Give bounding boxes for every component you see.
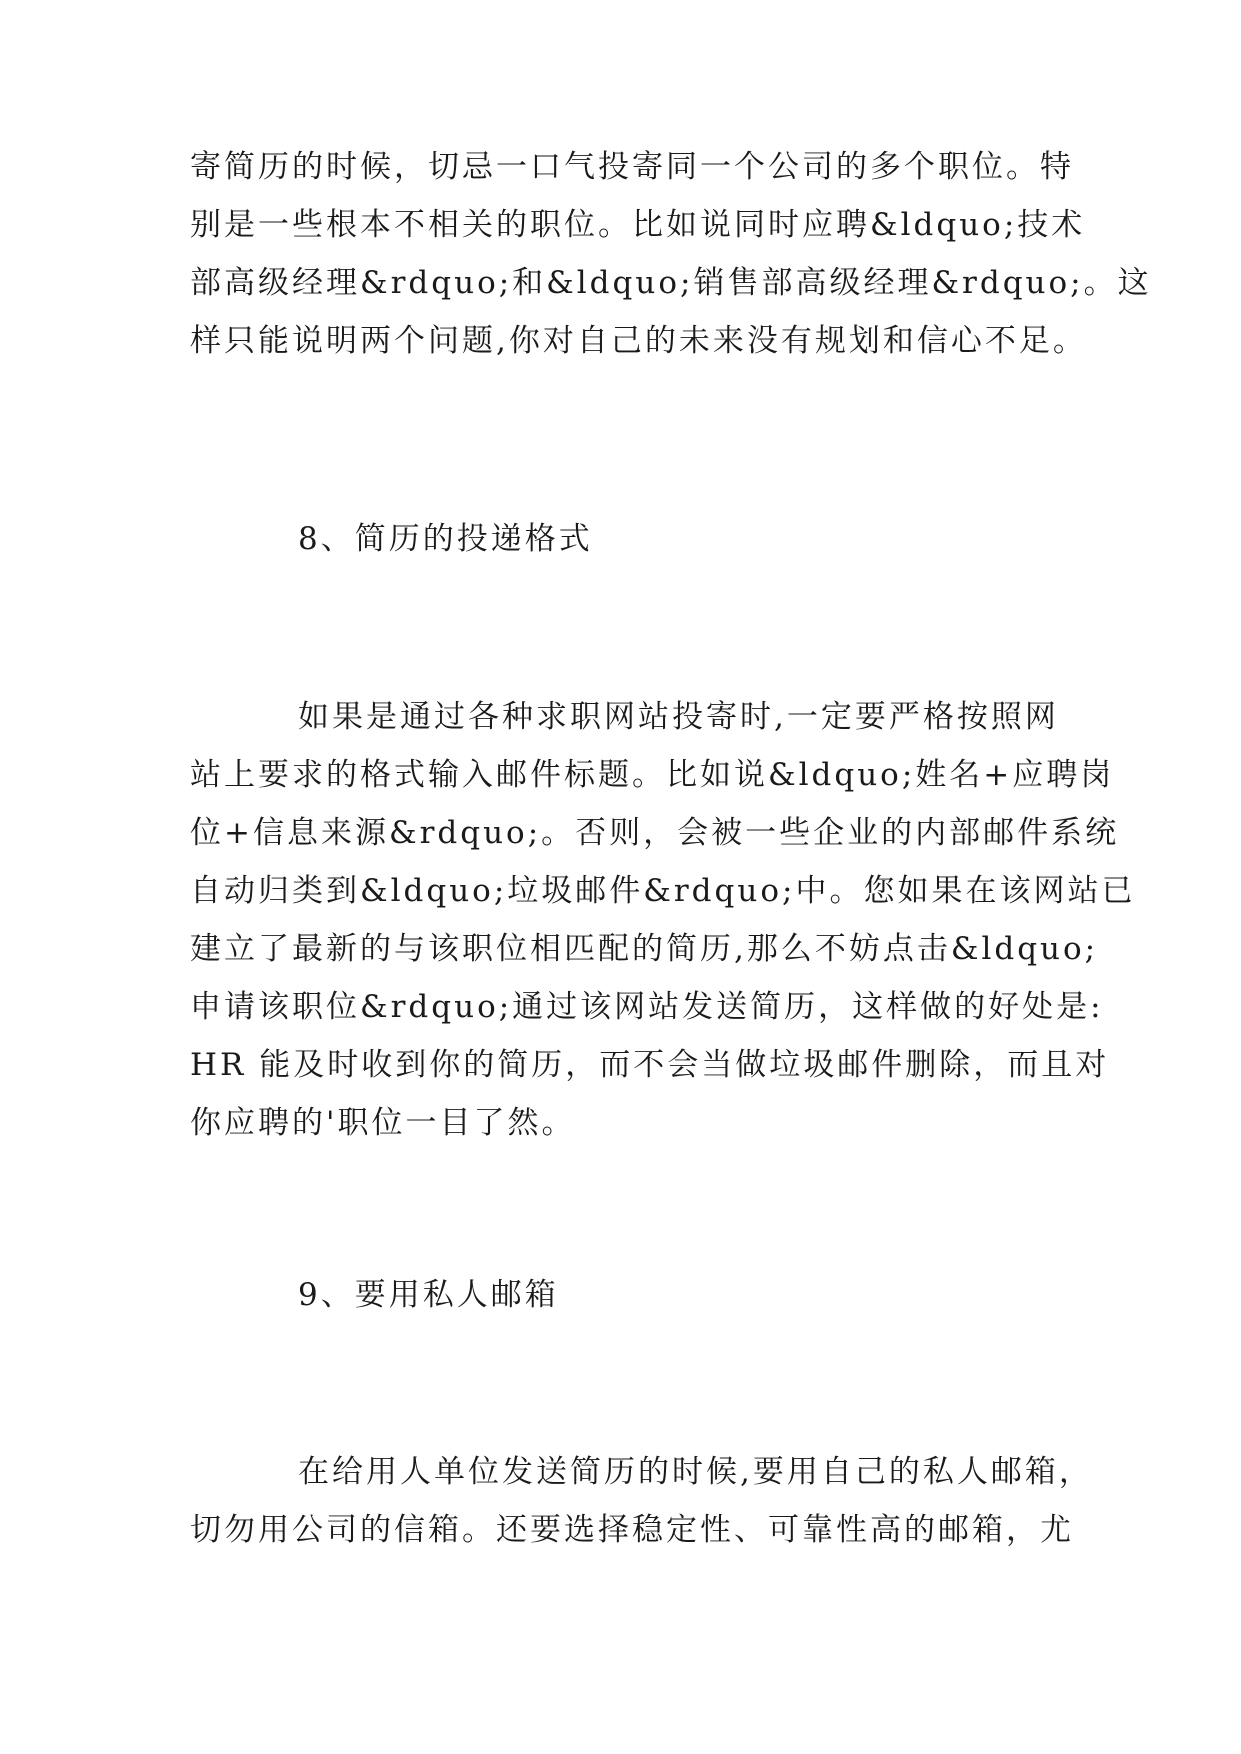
paragraph-2-line-8: 你应聘的'职位一目了然。 [190, 1105, 576, 1141]
paragraph-2-line-1: 如果是通过各种求职网站投寄时,一定要严格按照网 [298, 699, 1059, 735]
paragraph-1-line-2: 别是一些根本不相关的职位。比如说同时应聘&ldquo;技术 [190, 207, 1086, 243]
paragraph-1 [190, 138, 1152, 370]
paragraph-3-line-2: 切勿用公司的信箱。还要选择稳定性、可靠性高的邮箱，尤 [190, 1512, 1074, 1548]
paragraph-2-line-6: 申请该职位&rdquo;通过该网站发送简历，这样做的好处是: [190, 989, 1104, 1025]
section-heading-9: 9、要用私人邮箱 [298, 1277, 559, 1313]
paragraph-2 [190, 688, 1136, 1152]
paragraph-3 [190, 1443, 1093, 1559]
paragraph-2-line-2: 站上要求的格式输入邮件标题。比如说&ldquo;姓名+应聘岗 [190, 757, 1115, 793]
section-heading-8: 8、简历的投递格式 [298, 521, 593, 557]
paragraph-3-line-1: 在给用人单位发送简历的时候,要用自己的私人邮箱， [298, 1454, 1093, 1490]
paragraph-1-line-4: 样只能说明两个问题,你对自己的未来没有规划和信心不足。 [190, 323, 1087, 359]
paragraph-2-line-3: 位+信息来源&rdquo;。否则，会被一些企业的内部邮件系统 [190, 815, 1120, 851]
paragraph-1-line-1: 寄简历的时候，切忌一口气投寄同一个公司的多个职位。特 [190, 149, 1074, 185]
paragraph-2-line-5: 建立了最新的与该职位相匹配的简历,那么不妨点击&ldquo; [190, 931, 1099, 967]
paragraph-1-line-3: 部高级经理&rdquo;和&ldquo;销售部高级经理&rdquo;。这 [190, 265, 1152, 301]
paragraph-2-line-7: HR 能及时收到你的简历，而不会当做垃圾邮件删除，而且对 [190, 1047, 1110, 1083]
paragraph-2-line-4: 自动归类到&ldquo;垃圾邮件&rdquo;中。您如果在该网站已 [190, 873, 1136, 909]
